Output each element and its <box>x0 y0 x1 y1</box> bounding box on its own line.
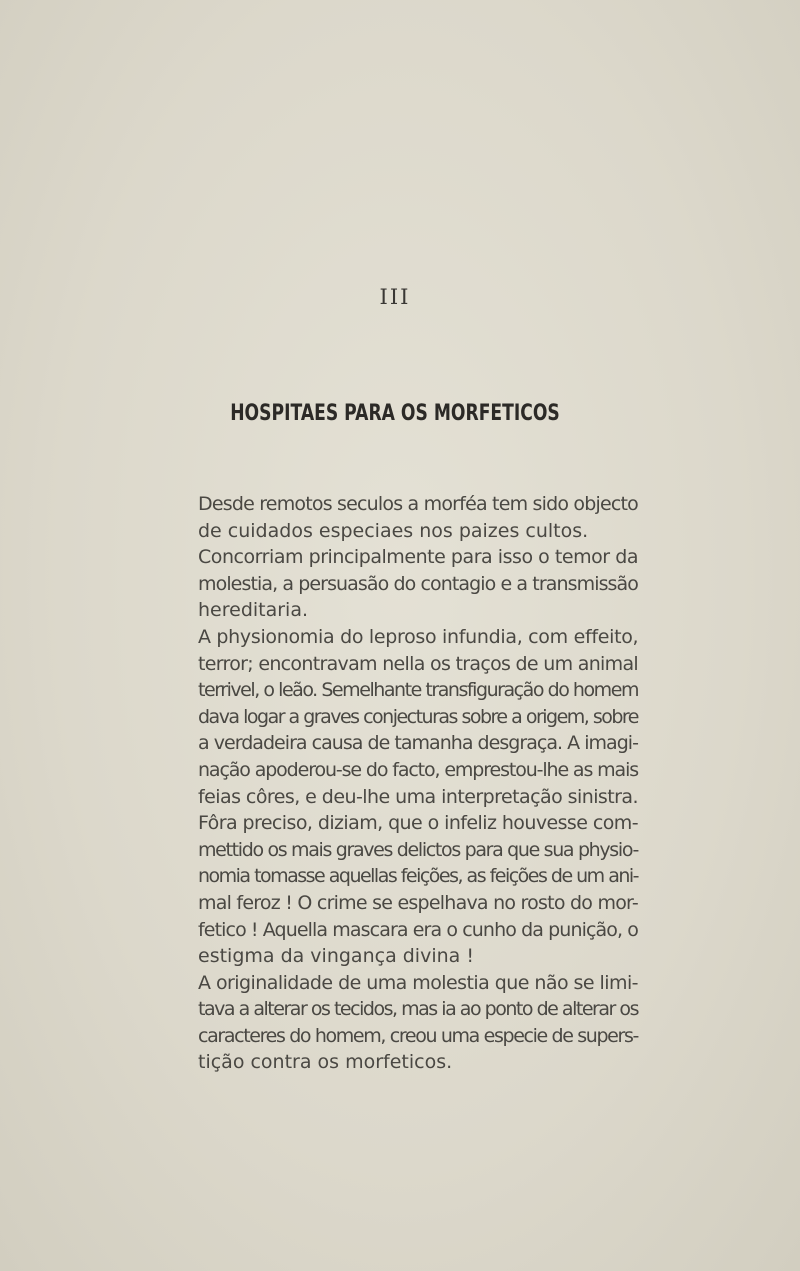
text-line: Concorriam principalmente para isso o temor da <box>198 546 638 569</box>
text-line: A physionomia do leproso infundia, com effeito, <box>198 625 639 648</box>
text-line: estigma da vingança divina ! <box>198 945 474 968</box>
text-line: molestia, a persuasão do contagio e a transmissão <box>198 572 638 595</box>
text-line: tição contra os morfeticos. <box>198 1051 453 1074</box>
text-line: mal feroz ! O crime se espelhava no rosto do mor- <box>198 891 638 914</box>
text-line: a verdadeira causa de tamanha desgraça. A imagi- <box>198 732 638 755</box>
text-line: Desde remotos seculos a morféa tem sido objecto <box>198 493 638 515</box>
text-line: A originalidade de uma molestia que não se limi- <box>198 971 638 994</box>
text-line: de cuidados especiaes nos paizes cultos. <box>198 519 589 542</box>
text-line: terror; encontravam nella os traços de um animal <box>198 652 638 675</box>
text-line: mettido os mais graves delictos para que sua physio- <box>198 838 638 861</box>
text-line: feias côres, e deu-lhe uma interpretação sinistra. <box>198 785 638 808</box>
text-line: hereditaria. <box>198 599 309 622</box>
text-line: Fôra preciso, diziam, que o infeliz houvesse com- <box>198 812 638 835</box>
chapter-number: III <box>379 285 411 309</box>
body-text <box>198 491 638 1076</box>
text-line: nomia tomasse aquellas feições, as feições de um ani- <box>198 865 638 888</box>
chapter-title: HOSPITAES PARA OS MORFETICOS <box>230 401 560 426</box>
text-line: fetico ! Aquella mascara era o cunho da punição, o <box>198 918 638 941</box>
text-line: nação apoderou-se do facto, emprestou-lhe as mais <box>198 758 639 781</box>
text-line: terrivel, o leão. Semelhante transfiguração do homem <box>198 679 638 702</box>
text-line: dava logar a graves conjecturas sobre a origem, sobre <box>198 705 638 728</box>
text-line: tava a alterar os tecidos, mas ia ao ponto de alterar os <box>198 998 638 1021</box>
text-line: caracteres do homem, creou uma especie de supers- <box>198 1024 638 1047</box>
